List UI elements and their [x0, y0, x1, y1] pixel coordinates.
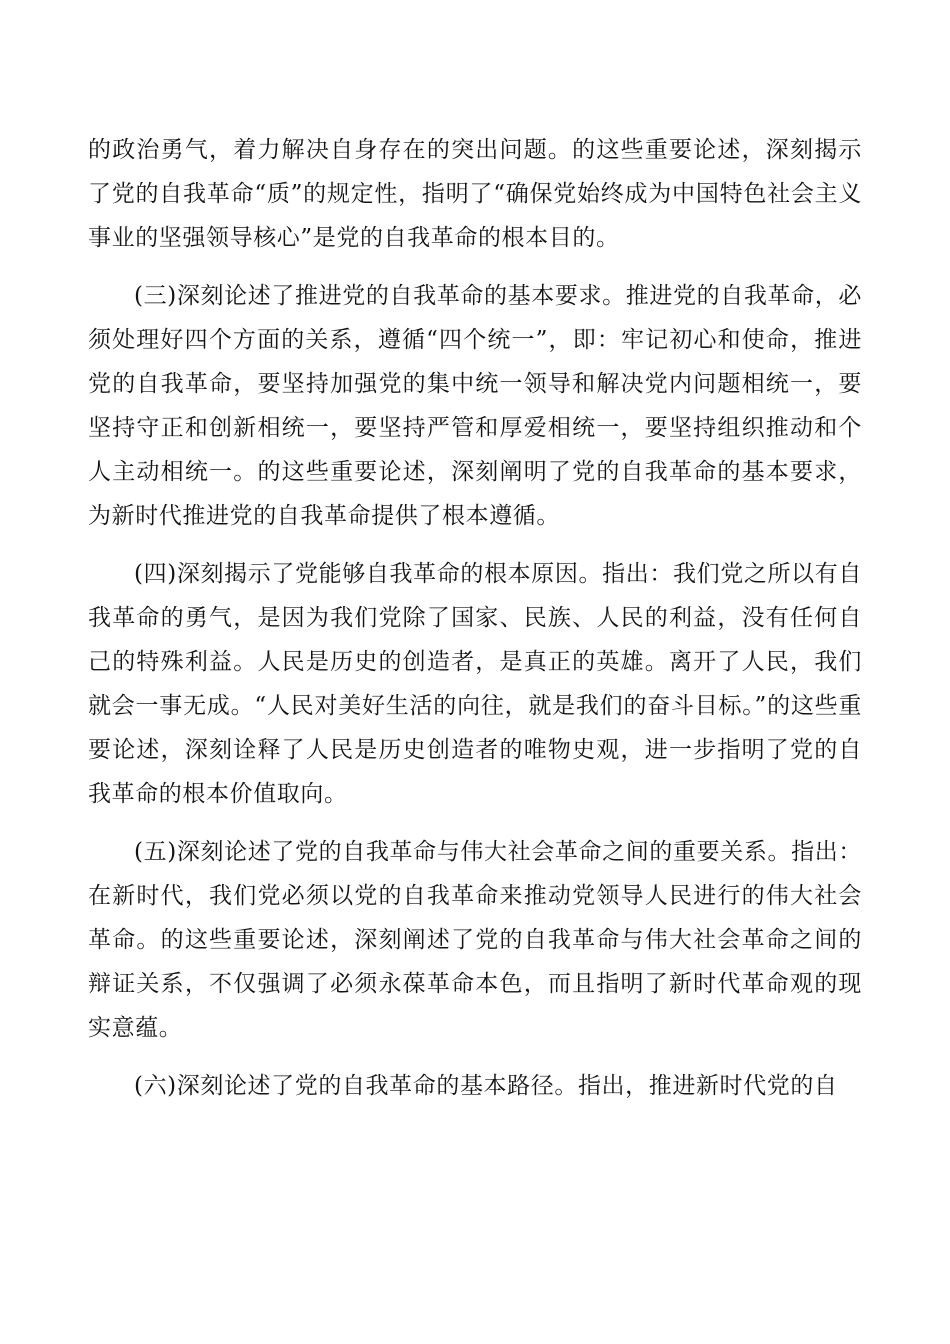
- paragraph-section-3: (三)深刻论述了推进党的自我革命的基本要求。推进党的自我革命，必须处理好四个方面的关系，遵循“四个统一”，即：牢记初心和使命，推进党的自我革命，要坚持加强党的集中统一领导和解决党内问题相统一，要坚持守正和创新相统一，要坚持严管和厚爱相统一，要坚持组织推动和个人主动相统一。的这些重要论述，深刻阐明了党的自我革命的基本要求，为新时代推进党的自我革命提供了根本遵循。: [88, 283, 862, 529]
- paragraph-continuation: 的政治勇气，着力解决自身存在的突出问题。的这些重要论述，深刻揭示了党的自我革命“质”的规定性，指明了“确保党始终成为中国特色社会主义事业的坚强领导核心”是党的自我革命的根本目的。: [88, 137, 862, 251]
- paragraph-section-5: (五)深刻论述了党的自我革命与伟大社会革命之间的重要关系。指出：在新时代，我们党必须以党的自我革命来推动党领导人民进行的伟大社会革命。的这些重要论述，深刻阐述了党的自我革命与伟大社会革命之间的辩证关系，不仅强调了必须永葆革命本色，而且指明了新时代革命观的现实意蕴。: [88, 839, 862, 1041]
- paragraph-section-6: (六)深刻论述了党的自我革命的基本路径。指出，推进新时代党的自: [134, 1073, 838, 1099]
- document-body: [88, 128, 862, 1122]
- paragraph-section-4: (四)深刻揭示了党能够自我革命的根本原因。指出：我们党之所以有自我革命的勇气，是因为我们党除了国家、民族、人民的利益，没有任何自己的特殊利益。人民是历史的创造者，是真正的英雄。离开了人民，我们就会一事无成。“人民对美好生活的向往，就是我们的奋斗目标。”的这些重要论述，深刻诠释了人民是历史创造者的唯物史观，进一步指明了党的自我革命的根本价值取向。: [88, 561, 862, 807]
